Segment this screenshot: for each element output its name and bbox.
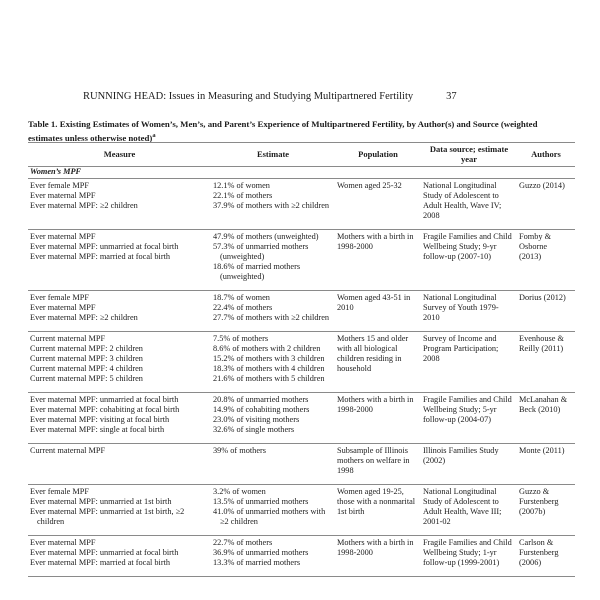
measure-line: Current maternal MPF: 5 children [30, 374, 143, 383]
measure-line: Ever maternal MPF: married at focal birth [30, 252, 171, 261]
measure-line: Ever maternal MPF [30, 303, 96, 312]
measure-line: Ever maternal MPF: unmarried at 1st birth [30, 497, 172, 506]
measure-line: Current maternal MPF [30, 334, 106, 343]
estimate-line: 15.2% of mothers with 3 children [213, 354, 325, 363]
column-header-measure: Measure [28, 143, 211, 167]
estimate-cell [211, 179, 335, 230]
table-block-row [28, 536, 575, 577]
table-block-row [28, 230, 575, 291]
population-cell: Subsample of Illinois mothers on welfare in 1998 [335, 444, 421, 485]
estimate-cell [211, 536, 335, 577]
measure-cell [28, 230, 211, 291]
estimate-line: 39% of mothers [213, 446, 266, 455]
population-cell: Women aged 43-51 in 2010 [335, 291, 421, 332]
measure-cell [28, 536, 211, 577]
measure-cell [28, 393, 211, 444]
estimate-line: 20.8% of unmarried mothers [213, 395, 309, 404]
estimate-line: 12.1% of women [213, 181, 270, 190]
population-cell: Mothers with a birth in 1998-2000 [335, 536, 421, 577]
estimate-line: 3.2% of women [213, 487, 266, 496]
running-head [28, 91, 572, 102]
column-header-source: Data source; estimate year [421, 143, 517, 167]
population-cell: Mothers with a birth in 1998-2000 [335, 393, 421, 444]
estimate-line: 14.9% of cohabiting mothers [213, 405, 310, 414]
table-block-row [28, 179, 575, 230]
measure-line: Ever maternal MPF: married at focal birth [30, 558, 171, 567]
estimate-cell [211, 230, 335, 291]
estimate-line: 37.9% of mothers with ≥2 children [213, 201, 330, 210]
estimate-line: 21.6% of mothers with 5 children [213, 374, 325, 383]
measure-line: Ever maternal MPF: cohabiting at focal birth [30, 405, 180, 414]
measure-line: Ever maternal MPF: unmarried at focal birth [30, 548, 179, 557]
table-block-row [28, 332, 575, 393]
section-row [28, 167, 575, 179]
authors-cell: Fomby & Osborne (2013) [517, 230, 575, 291]
column-header-population: Population [335, 143, 421, 167]
measure-line: Ever maternal MPF: unmarried at focal birth [30, 395, 179, 404]
measure-line: Ever maternal MPF [30, 538, 96, 547]
measure-line: Ever female MPF [30, 487, 89, 496]
authors-cell: Monte (2011) [517, 444, 575, 485]
estimate-line: 18.7% of women [213, 293, 270, 302]
estimate-line: 8.6% of mothers with 2 children [213, 344, 321, 353]
source-cell: Fragile Families and Child Wellbeing Study; 5-yr follow-up (2004-07) [421, 393, 517, 444]
measure-line: Ever maternal MPF: single at focal birth [30, 425, 165, 434]
population-cell: Women aged 19-25, those with a nonmarital 1st birth [335, 485, 421, 536]
measure-line: Ever maternal MPF: ≥2 children [30, 313, 138, 322]
estimate-line: 22.4% of mothers [213, 303, 273, 312]
estimate-line: 13.3% of married mothers [213, 558, 301, 567]
table-caption-text: Table 1. Existing Estimates of Women’s, Men’s, and Parent’s Experience of Multipartnered Fertility, by Author(s) and Source (weighted estimates unless otherwise noted) [28, 119, 538, 143]
estimate-line: 18.6% of married mothers (unweighted) [213, 262, 301, 281]
measure-line: Ever maternal MPF: visiting at focal birth [30, 415, 170, 424]
estimate-line: 22.1% of mothers [213, 191, 273, 200]
source-cell: Survey of Income and Program Participation; 2008 [421, 332, 517, 393]
estimate-line: 18.3% of mothers with 4 children [213, 364, 325, 373]
measure-line: Current maternal MPF: 4 children [30, 364, 143, 373]
measure-line: Ever maternal MPF [30, 232, 96, 241]
estimate-line: 32.6% of single mothers [213, 425, 295, 434]
estimate-cell [211, 444, 335, 485]
measure-line: Ever maternal MPF: unmarried at 1st birth, ≥2 children [30, 507, 185, 526]
source-cell: National Longitudinal Survey of Youth 1979- 2010 [421, 291, 517, 332]
table-block-row [28, 393, 575, 444]
measure-line: Ever maternal MPF [30, 191, 96, 200]
measure-line: Current maternal MPF: 3 children [30, 354, 143, 363]
table-block-row [28, 444, 575, 485]
source-cell: National Longitudinal Study of Adolescent to Adult Health, Wave III; 2001-02 [421, 485, 517, 536]
authors-cell: Dorius (2012) [517, 291, 575, 332]
table-caption [28, 119, 573, 144]
measure-cell [28, 179, 211, 230]
authors-cell: McLanahan & Beck (2010) [517, 393, 575, 444]
estimates-table [28, 142, 575, 577]
estimate-line: 57.3% of unmarried mothers (unweighted) [213, 242, 309, 261]
estimate-cell [211, 485, 335, 536]
column-header-estimate: Estimate [211, 143, 335, 167]
measure-cell [28, 291, 211, 332]
population-cell: Mothers with a birth in 1998-2000 [335, 230, 421, 291]
measure-cell [28, 444, 211, 485]
estimate-line: 36.9% of unmarried mothers [213, 548, 309, 557]
estimate-line: 22.7% of mothers [213, 538, 273, 547]
measure-cell [28, 485, 211, 536]
source-cell: Fragile Families and Child Wellbeing Study; 1-yr follow-up (1999-2001) [421, 536, 517, 577]
column-header-authors: Authors [517, 143, 575, 167]
page-number: 37 [446, 91, 457, 102]
population-cell: Mothers 15 and older with all biological children residing in household [335, 332, 421, 393]
table-block-row [28, 485, 575, 536]
authors-cell: Guzzo (2014) [517, 179, 575, 230]
estimate-line: 13.5% of unmarried mothers [213, 497, 309, 506]
estimate-cell [211, 291, 335, 332]
table-block-row [28, 291, 575, 332]
measure-line: Ever maternal MPF: ≥2 children [30, 201, 138, 210]
measure-line: Ever maternal MPF: unmarried at focal birth [30, 242, 179, 251]
estimate-cell [211, 393, 335, 444]
authors-cell: Carlson & Furstenberg (2006) [517, 536, 575, 577]
estimate-cell [211, 332, 335, 393]
source-cell: National Longitudinal Study of Adolescent to Adult Health, Wave IV; 2008 [421, 179, 517, 230]
measure-line: Ever female MPF [30, 293, 89, 302]
table-container [28, 142, 575, 577]
measure-line: Ever female MPF [30, 181, 89, 190]
measure-cell [28, 332, 211, 393]
estimate-line: 23.0% of visiting mothers [213, 415, 300, 424]
estimate-line: 41.0% of unmarried mothers with ≥2 children [213, 507, 326, 526]
source-cell: Illinois Families Study (2002) [421, 444, 517, 485]
population-cell: Women aged 25-32 [335, 179, 421, 230]
source-cell: Fragile Families and Child Wellbeing Study; 9-yr follow-up (2007-10) [421, 230, 517, 291]
measure-line: Current maternal MPF [30, 446, 106, 455]
authors-cell: Guzzo & Furstenberg (2007b) [517, 485, 575, 536]
running-head-text: RUNNING HEAD: Issues in Measuring and Studying Multipartnered Fertility [83, 91, 414, 102]
estimate-line: 27.7% of mothers with ≥2 children [213, 313, 330, 322]
caption-footnote-mark: a [152, 132, 156, 139]
measure-line: Current maternal MPF: 2 children [30, 344, 143, 353]
estimate-line: 47.9% of mothers (unweighted) [213, 232, 319, 241]
section-label: Women’s MPF [28, 167, 575, 179]
estimate-line: 7.5% of mothers [213, 334, 269, 343]
table-header-row [28, 143, 575, 167]
authors-cell: Evenhouse & Reilly (2011) [517, 332, 575, 393]
